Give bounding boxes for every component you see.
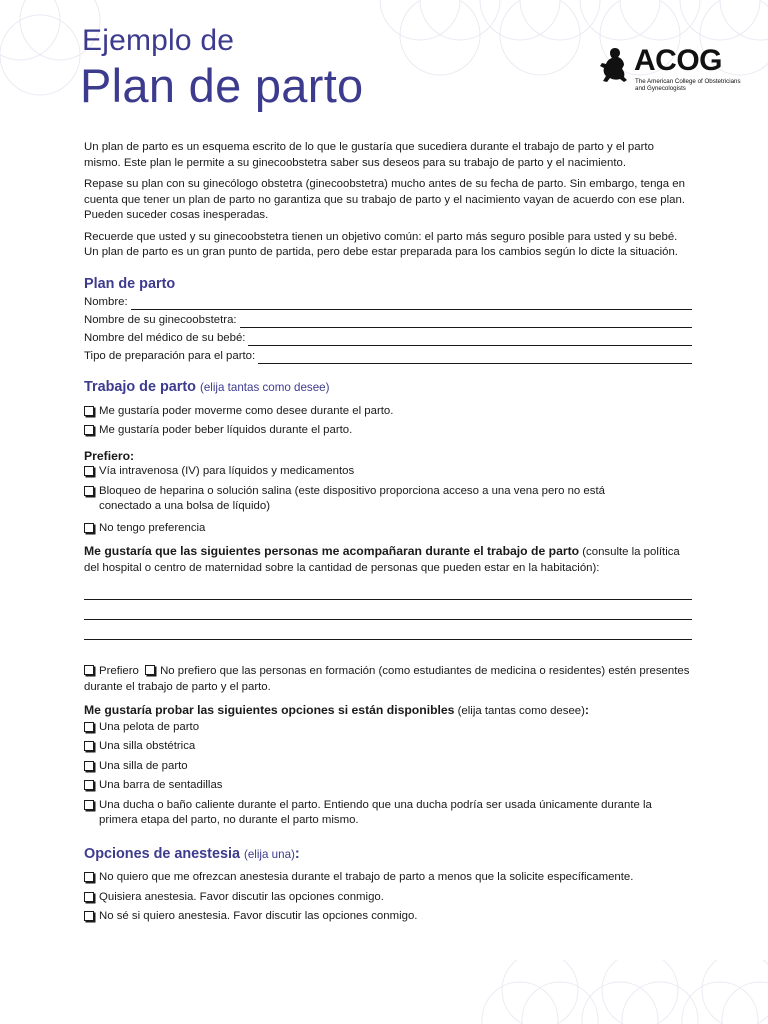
anesthesia-heading-text: Opciones de anestesia (84, 845, 240, 862)
baby-doctor-field[interactable] (84, 328, 692, 346)
checkbox[interactable] (84, 523, 94, 533)
document-body (84, 140, 692, 925)
anesthesia-option-2[interactable] (84, 890, 692, 906)
checkbox[interactable] (84, 665, 94, 675)
anesthesia-heading-note: (elija una) (243, 847, 295, 861)
obgyn-line[interactable] (240, 315, 692, 328)
try-option-1-label: Una pelota de parto (99, 720, 200, 733)
anesthesia-heading (84, 847, 692, 863)
checkbox[interactable] (84, 406, 94, 416)
anesthesia-option-2-label: Quisiera anestesia. Favor discutir las opciones conmigo. (99, 890, 384, 903)
checkbox[interactable] (84, 800, 94, 810)
logo-wordmark: ACOG (634, 44, 722, 77)
intro-paragraph-2: Repase su plan con su ginecólogo obstetra (ginecoobstetra) mucho antes de su fecha de parto. Sin embargo, tenga en cuenta que tener un plan de parto no garantiza que su trabajo de parto y el nacimiento vayan de acuerdo con ese plan. Pueden suceder cosas inesperadas. (84, 178, 685, 221)
name-line[interactable] (131, 297, 692, 310)
background-pattern-bottom (480, 960, 768, 1024)
baby-doctor-label: Nombre del médico de su bebé: (84, 331, 246, 344)
companions-line-2[interactable] (84, 600, 692, 620)
logo-subtitle: The American College of Obstetricians and Gynecologists (635, 78, 741, 92)
page-subtitle: Ejemplo de (82, 24, 235, 57)
prefer-option-1[interactable] (84, 464, 692, 480)
checkbox[interactable] (84, 780, 94, 790)
companions-line-1[interactable] (84, 580, 692, 600)
name-label: Nombre: (84, 295, 128, 308)
acog-logo (598, 44, 741, 100)
try-option-2[interactable] (84, 739, 692, 755)
try-option-5-label: Una ducha o baño caliente durante el parto. Entiendo que una ducha podría ser usada únicamente durante la primera etapa del parto, no durante el parto mismo. (99, 798, 652, 826)
labor-option-2-label: Me gustaría poder beber líquidos durante el parto. (99, 424, 353, 436)
checkbox[interactable] (84, 486, 94, 496)
page-title: Plan de parto (80, 59, 364, 112)
prep-type-field[interactable] (84, 346, 692, 364)
companions-line-3[interactable] (84, 620, 692, 640)
checkbox[interactable] (84, 466, 94, 476)
checkbox[interactable] (84, 425, 94, 435)
prefer-label: Prefiero: (84, 448, 135, 463)
checkbox[interactable] (84, 761, 94, 771)
labor-option-1-label: Me gustaría poder moverme como desee durante el parto. (99, 404, 394, 417)
prep-type-line[interactable] (258, 351, 692, 364)
prefer-option-1-label: Vía intravenosa (IV) para líquidos y medicamentos (99, 465, 355, 477)
try-options-bold: Me gustaría probar las siguientes opciones si están disponibles (84, 703, 455, 717)
try-option-2-label: Una silla obstétrica (99, 740, 196, 752)
labor-heading-note: (elija tantas como desee) (199, 381, 330, 394)
obgyn-field[interactable] (84, 310, 692, 328)
checkbox[interactable] (145, 665, 155, 675)
checkbox[interactable] (84, 892, 94, 902)
anesthesia-option-3-label: No sé si quiero anestesia. Favor discutir las opciones conmigo. (99, 910, 418, 922)
acog-figure-icon (598, 46, 632, 86)
checkbox[interactable] (84, 741, 94, 751)
labor-option-1[interactable] (84, 404, 692, 420)
companions-prompt (84, 544, 692, 576)
companions-bold: Me gustaría que las siguientes personas me acompañaran durante el trabajo de parto (84, 544, 580, 558)
try-option-5[interactable] (84, 798, 692, 829)
intro-paragraph-3: Recuerde que usted y su ginecoobstetra tienen un objetivo común: el parto más seguro posible para usted y su bebé. Un plan de parto es un gran punto de partida, pero debe estar preparada para los cambios según lo dicte la situación. (84, 230, 678, 258)
try-option-3-label: Una silla de parto (99, 759, 188, 772)
baby-doctor-line[interactable] (248, 333, 692, 346)
checkbox[interactable] (84, 872, 94, 882)
prefer-option-3[interactable] (84, 521, 692, 537)
try-option-4-label: Una barra de sentadillas (99, 779, 223, 791)
try-option-4[interactable] (84, 778, 692, 794)
anesthesia-option-3[interactable] (84, 909, 692, 925)
checkbox[interactable] (84, 722, 94, 732)
companions-note: (consulte la política del hospital o centro de maternidad sobre la cantidad de personas que pueden estar en la habitación): (84, 546, 680, 574)
try-option-3[interactable] (84, 759, 692, 775)
anesthesia-heading-colon: : (294, 845, 300, 862)
intro-section (84, 140, 692, 261)
labor-option-2[interactable] (84, 423, 692, 439)
try-option-1[interactable] (84, 720, 692, 736)
trainees-prefer-label: Prefiero (99, 665, 139, 677)
try-options-colon: : (584, 703, 589, 717)
try-options-prompt (84, 703, 692, 720)
anesthesia-option-1-label: No quiero que me ofrezcan anestesia durante el trabajo de parto a menos que la solicite específicamente. (99, 871, 634, 883)
labor-heading-text: Trabajo de parto (84, 379, 196, 395)
prefer-option-2[interactable] (84, 484, 692, 515)
trainees-text: No prefiero que las personas en formación (como estudiantes de medicina o residentes) estén presentes durante el trabajo de parto y el parto. (84, 665, 690, 693)
prefer-option-2-label: Bloqueo de heparina o solución salina (este dispositivo proporciona acceso a una vena pero no está conectado a una bolsa de líquido) (99, 484, 605, 512)
prefer-option-3-label: No tengo preferencia (99, 521, 206, 534)
obgyn-label: Nombre de su ginecoobstetra: (84, 313, 237, 326)
trainees-option (84, 664, 692, 695)
plan-heading: Plan de parto (84, 275, 176, 292)
checkbox[interactable] (84, 911, 94, 921)
intro-paragraph-1: Un plan de parto es un esquema escrito de lo que le gustaría que sucediera durante el trabajo de parto y el parto mismo. Este plan le permite a su ginecoobstetra saber sus deseos para su trabajo de parto y el nacimiento. (84, 141, 654, 169)
anesthesia-option-1[interactable] (84, 870, 692, 886)
labor-heading (84, 380, 692, 396)
try-options-note: (elija tantas como desee) (457, 705, 585, 717)
name-field[interactable] (84, 292, 692, 310)
prep-type-label: Tipo de preparación para el parto: (84, 349, 256, 362)
